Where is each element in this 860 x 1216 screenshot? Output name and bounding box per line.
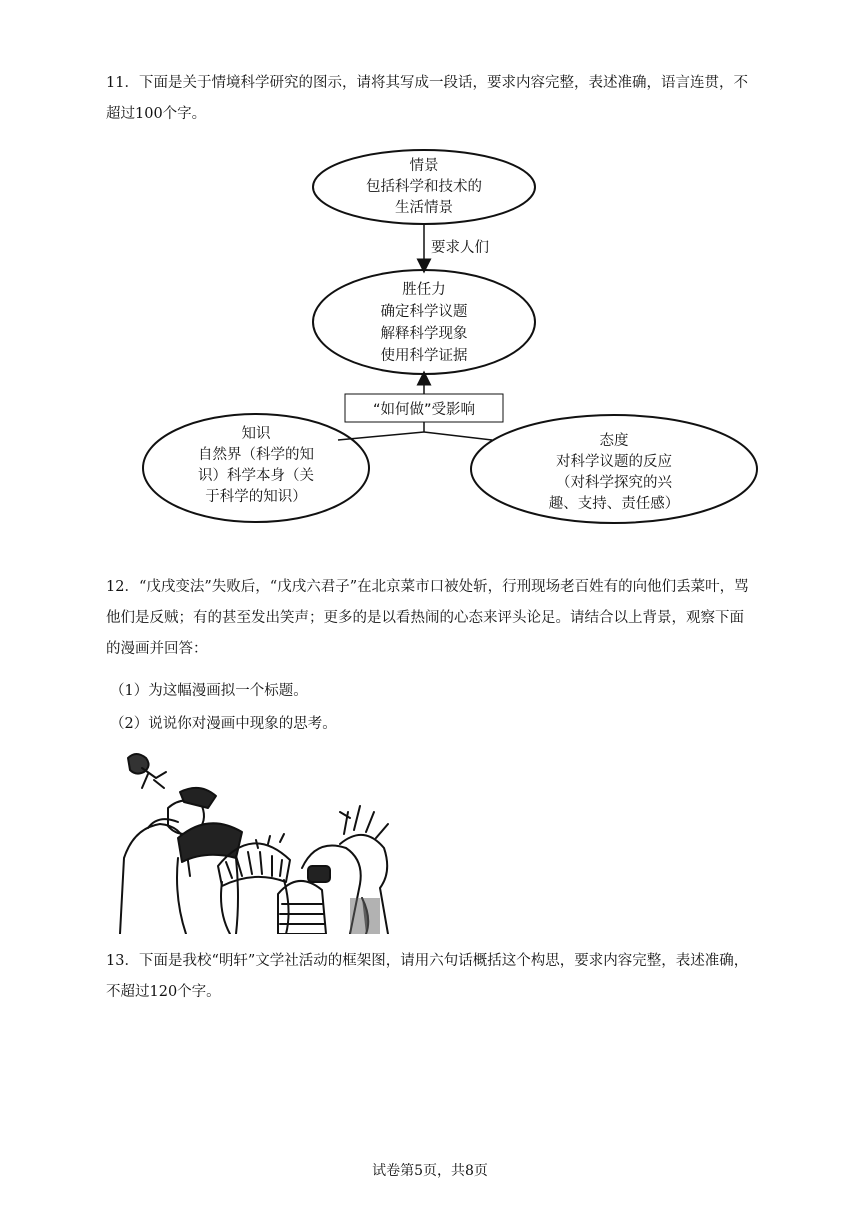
attitude-line-1: 对科学议题的反应 [556,454,672,470]
science-context-diagram [140,148,760,526]
competency-title: 胜任力 [402,282,446,298]
question-12-sub-1: （1）为这幅漫画拟一个标题。 [110,683,308,699]
arrow-label: 要求人们 [431,240,489,256]
connector-right [424,432,492,440]
knowledge-line-3: 于科学的知识） [205,489,307,505]
knowledge-line-2: 识）科学本身（关 [198,468,314,484]
competency-line-2: 解释科学现象 [380,326,468,342]
question-13-text: 13．下面是我校“明轩”文学社活动的框架图，请用六句话概括这个构思，要求内容完整，表述准确，不超过120个字。 [106,953,749,1000]
attitude-line-2: （对科学探究的兴 [556,475,672,491]
context-line-2: 生活情景 [395,200,453,216]
attitude-line-3: 趣、支持、责任感） [548,496,680,512]
question-12-sub-2: （2）说说你对漫画中现象的思考。 [110,716,337,732]
knowledge-title: 知识 [241,426,271,442]
context-line-1: 包括科学和技术的 [366,179,482,195]
context-title: 情景 [409,158,439,174]
crowd-cartoon-image [118,748,400,934]
page-footer: 试卷第5页，共8页 [372,1163,488,1179]
competency-line-1: 确定科学议题 [380,304,468,320]
question-12-text: 12．“戊戌变法”失败后，“戊戌六君子”在北京菜市口被处斩，行刑现场老百姓有的向他们丢菜叶，骂他们是反贼；有的甚至发出笑声；更多的是以看热闹的心态来评头论足。请结合以上背景，观察下面的漫画并回答： [106,579,749,657]
knowledge-line-1: 自然界（科学的知 [198,447,314,463]
how-box-label: “如何做”受影响 [372,402,476,418]
attitude-title: 态度 [599,433,629,449]
competency-line-3: 使用科学证据 [380,348,468,364]
question-11-text: 11．下面是关于情境科学研究的图示，请将其写成一段话，要求内容完整，表述准确，语言连贯，不超过100个字。 [106,75,748,122]
